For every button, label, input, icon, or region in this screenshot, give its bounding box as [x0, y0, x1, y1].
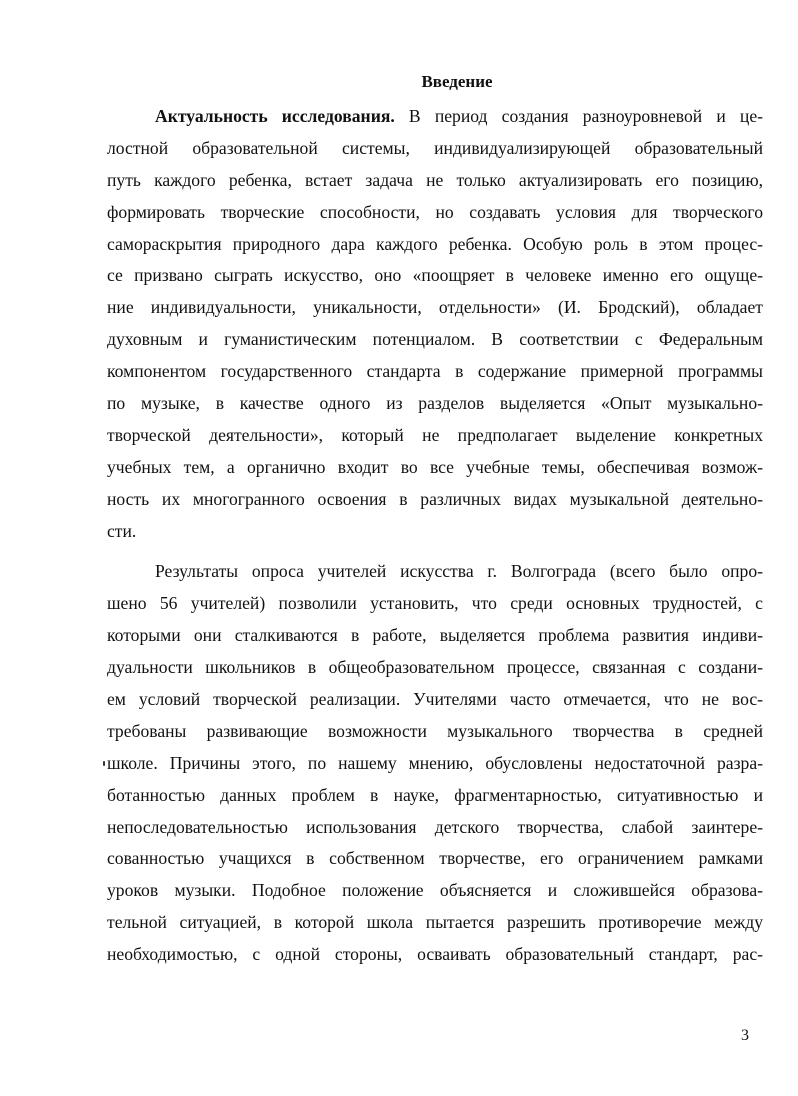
- section-title: Введение: [421, 72, 493, 91]
- paragraph-1-line: путь каждого ребенка, встает задача не только актуализировать его позицию,: [107, 169, 763, 190]
- paragraph-2-line: ем условий творческой реализации. Учителями часто отмечается, что не вос-: [107, 689, 763, 710]
- paragraph-1-line: ние индивидуальности, уникальности, отдельности» (И. Бродский), обладает: [107, 297, 763, 318]
- paragraph-1-line-1-text: В период создания разноуровневой и це-: [394, 106, 763, 126]
- lead-heading: Актуальность исследования.: [155, 106, 395, 126]
- paragraph-2-line: Результаты опроса учителей искусства г. Волгограда (всего было опро-: [155, 561, 763, 582]
- paragraph-1-line: по музыке, в качестве одного из разделов выделяется «Опыт музыкально-: [107, 393, 763, 414]
- paragraph-1-line: ность их многогранного освоения в различных видах музыкальной деятельно-: [107, 488, 763, 509]
- paragraph-1-line-1: [107, 101, 763, 133]
- paragraph-2-line: школе. Причины этого, по нашему мнению, обусловлены недостаточной разра-: [107, 752, 763, 773]
- paragraph-1-line: творческой деятельности», который не предполагает выделение конкретных: [107, 424, 763, 445]
- paragraph-2-line: необходимостью, с одной стороны, осваивать образовательный стандарт, рас-: [107, 944, 763, 965]
- paragraph-2-line: тельной ситуацией, в которой школа пытается разрешить противоречие между: [107, 912, 763, 933]
- body-text: [107, 101, 763, 971]
- paragraph-2-line: ботанностью данных проблем в науке, фрагментарностью, ситуативностью и: [107, 784, 763, 805]
- paragraph-1-line: компонентом государственного стандарта в содержание примерной программы: [107, 361, 763, 382]
- paragraph-2-line: дуальности школьников в общеобразовательном процессе, связанная с создани-: [107, 657, 763, 678]
- paragraph-1-line: лостной образовательной системы, индивидуализирующей образовательный: [107, 137, 763, 158]
- paragraph-2-line: шено 56 учителей) позволили установить, что среди основных трудностей, с: [107, 593, 763, 614]
- paragraph-1-line: духовным и гуманистическим потенциалом. В соответствии с Федеральным: [107, 329, 763, 350]
- paragraph-2-line: требованы развивающие возможности музыкального творчества в средней: [107, 720, 763, 741]
- scan-speck: [103, 761, 105, 766]
- paragraph-1-line: формировать творческие способности, но создавать условия для творческого: [107, 201, 763, 222]
- paragraph-1-line: се призвано сыграть искусство, оно «поощряет в человеке именно его ощуще-: [107, 265, 763, 286]
- paragraph-2-line: сованностью учащихся в собственном творчестве, его ограничением рамками: [107, 848, 763, 869]
- paragraph-1-line: сти.: [107, 520, 137, 541]
- paragraph-2-line: уроков музыки. Подобное положение объясняется и сложившейся образова-: [107, 880, 763, 901]
- paragraph-2-line: непоследовательностью использования детского творчества, слабой заинтере-: [107, 816, 763, 837]
- paragraph-1-line: учебных тем, а органично входит во все учебные темы, обеспечивая возмож-: [107, 456, 763, 477]
- page-number: 3: [741, 1027, 749, 1044]
- paragraph-gap: [107, 547, 763, 556]
- paragraph-1-line: самораскрытия природного дара каждого ребенка. Особую роль в этом процес-: [107, 233, 763, 254]
- paragraph-2-line: которыми они сталкиваются в работе, выделяется проблема развития индиви-: [107, 625, 763, 646]
